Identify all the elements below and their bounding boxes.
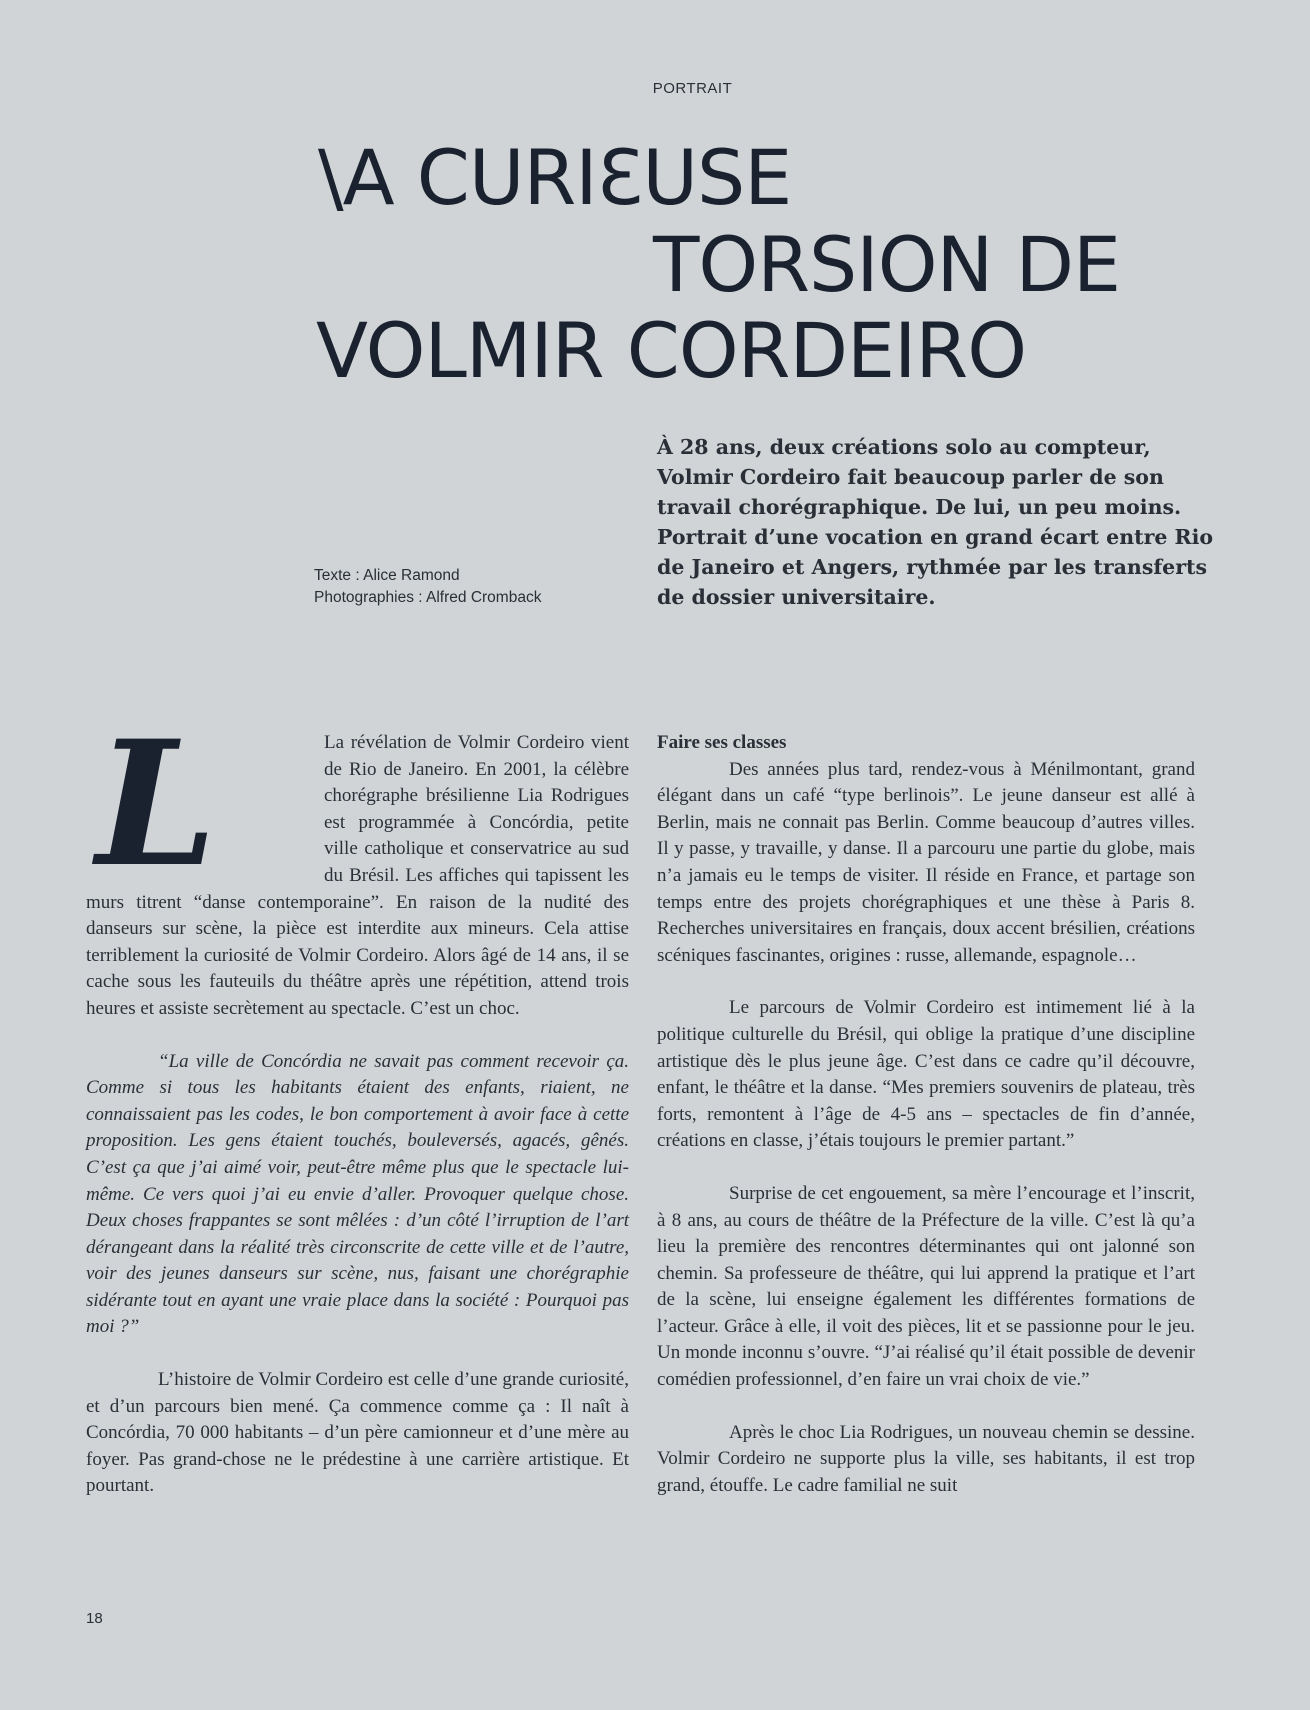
paragraph: Après le choc Lia Rodrigues, un nouveau chemin se dessine. Volmir Cordeiro ne supporte plus la ville, ses habitants, il est trop grand, étouffe. Le cadre familial ne suit (657, 1421, 1195, 1496)
paragraph: L’histoire de Volmir Cordeiro est celle d’une grande curiosité, et d’un parcours bien mené. Ça commence comme ça : Il naît à Concórdia, 70 000 habitants – d’un père camionneur et d’une mère au foyer. Pas grand-chose ne le prédestine à une carrière artistique. Et pourtant. (86, 1369, 629, 1497)
page-number: 18 (86, 1610, 103, 1627)
paragraph: Des années plus tard, rendez-vous à Ménilmontant, grand élégant dans un café “type berlinois”. Le jeune danseur est allé à Berlin, mais ne connait pas Berlin. Comme beaucoup d’autres villes. Il y passe, y travaille, y danse. Il a parcouru une partie du globe, mais n’a jamais eu le temps de visiter. Il réside en France, et partage son temps entre des projets chorégraphiques et une thèse à Paris 8. Recherches universitaires en français, doux accent brésilien, créations scéniques fascinantes, origines : russe, allemande, espagnole… (657, 758, 1195, 966)
section-label: PORTRAIT (652, 80, 733, 97)
title-line-3: VOLMIR CORDEIRO (316, 306, 1027, 395)
lede: À 28 ans, deux créations solo au compteur, Volmir Cordeiro fait beaucoup parler de son travail chorégraphique. De lui, un peu moins. Portrait d’une vocation en grand écart entre Rio de Janeiro et Angers, rythmée par les transferts de dossier universitaire. (657, 435, 1214, 609)
article-column-left (86, 702, 629, 1500)
credit-photos: Photographies : Alfred Cromback (314, 589, 542, 606)
subheading: Faire ses classes (657, 732, 787, 753)
drop-cap: L (96, 702, 217, 905)
credit-text: Texte : Alice Ramond (314, 567, 460, 584)
title-line-2: TORSION DE (653, 220, 1121, 309)
pull-quote: “La ville de Concórdia ne savait pas comment recevoir ça. Comme si tous les habitants étaient des enfants, riaient, ne connaissaient pas les codes, le bon comportement à avoir face à cette proposition. Les gens étaient touchés, bouleversés, agacés, gênés. C’est ça que j’ai aimé voir, peut-être même plus que le spectacle lui-même. Ce vers quoi j’ai eu envie d’aller. Provoquer quelque chose. Deux choses frappantes se sont mêlées : d’un côté l’irruption de l’art dérangeant dans la réalité très circonscrite de cette ville et de l’autre, voir des jeunes danseurs sur scène, nus, faisant une chorégraphie sidérante tout en ayant une vraie place dans la société : Pourquoi pas moi ?” (86, 1050, 629, 1338)
paragraph: Le parcours de Volmir Cordeiro est intimement lié à la politique culturelle du Brésil, qui oblige la pratique d’une discipline artistique dès le plus jeune âge. C’est dans ce cadre qu’il découvre, enfant, le théâtre et la danse. “Mes premiers souvenirs de plateau, très forts, remontent à l’âge de 4-5 ans – spectacles de fin d’année, créations en classe, j’étais toujours le premier partant.” (657, 997, 1195, 1152)
article-column-right (657, 730, 1195, 1499)
credits (314, 565, 541, 609)
paragraph: La révélation de Volmir Cordeiro vient de Rio de Janeiro. En 2001, la célèbre chorégraphe brésilienne Lia Rodrigues est programmée à Concórdia, petite ville catholique et conservatrice au sud du Brésil. Les affiches qui tapissent les murs titrent “danse contemporaine”. En raison de la nudité des danseurs sur scène, la pièce est interdite aux mineurs. Cela attise terriblement la curiosité de Volmir Cordeiro. Alors âgé de 14 ans, il se cache sous les fauteuils du théâtre après une répétition, attend trois heures et assiste secrètement au spectacle. C’est un choc. (86, 732, 629, 1019)
title-line-1: \A CURIƐUSE (318, 133, 792, 222)
paragraph: Surprise de cet engouement, sa mère l’encourage et l’inscrit, à 8 ans, au cours de théâtre de la Préfecture de la ville. C’est là qu’a lieu la première des rencontres déterminantes qui ont jalonné son chemin. Sa professeure de théâtre, qui lui apprend la pratique et l’art de la scène, lui enseigne également les différentes formations de l’acteur. Grâce à elle, il voit des pièces, lit et se passionne pour le jeu. Un monde inconnu s’ouvre. “J’ai réalisé qu’il était possible de devenir comédien professionnel, d’en faire un vrai choix de vie.” (657, 1182, 1195, 1391)
